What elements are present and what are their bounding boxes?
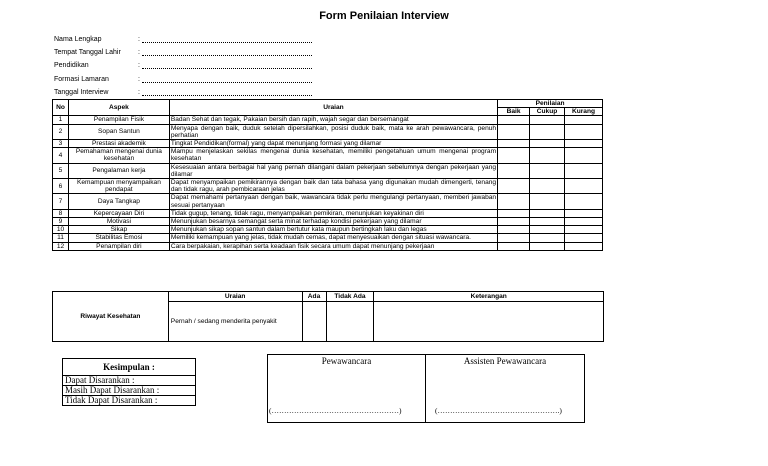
- form-title: Form Penilaian Interview: [319, 10, 449, 22]
- row-uraian: Memiliki kemampuan yang jelas, tidak mudah cemas, dapat menyesuaikan dengan situasi wawancara.: [169, 234, 497, 242]
- rating-kurang-cell[interactable]: [564, 179, 602, 194]
- rating-kurang-cell[interactable]: [564, 242, 602, 250]
- identity-fields: [54, 33, 312, 99]
- row-uraian: Mampu menjelaskan sekilas mengenai dunia kesehatan, memiliki pengetahuan umum mengenai program kesehatan: [170, 148, 497, 163]
- interviewer-signature-box[interactable]: [268, 355, 426, 423]
- rating-cukup-cell[interactable]: [530, 140, 565, 148]
- table-row: [53, 194, 603, 209]
- row-no: 1: [53, 116, 69, 124]
- rating-baik-cell[interactable]: [498, 116, 530, 124]
- field-ttl[interactable]: Tempat Tanggal Lahir :: [54, 46, 312, 59]
- row-uraian: Kesesuaian antara berbagai hal yang pernah dilangani dalam pekerjaan sebelumnya dengan pekerjaan yang dilamar: [170, 163, 497, 178]
- table-row: [53, 124, 603, 139]
- rating-cukup-cell[interactable]: [530, 226, 565, 234]
- table-row: [53, 209, 603, 217]
- row-no: 4: [53, 148, 69, 163]
- signature-table: [267, 354, 585, 423]
- row-uraian: Cara berpakaian, kerapihan serta keadaan fisik secara umum dapat menunjang pekerjaan: [169, 242, 497, 250]
- row-uraian: Dapat menyampaikan pemikirannya dengan baik dan tata bahasa yang digunakan mudah dimengerti, tenang dan tidak ragu, arah pembicaraan jelas: [170, 179, 497, 194]
- rating-kurang-cell[interactable]: [564, 140, 602, 148]
- rating-baik-cell[interactable]: [498, 242, 530, 250]
- rating-kurang-cell[interactable]: [564, 218, 602, 226]
- rating-baik-cell[interactable]: [498, 194, 530, 209]
- assistant-signature-box[interactable]: [426, 355, 585, 423]
- row-uraian: Menyapa dengan baik, duduk setelah dipersilahkan, posisi duduk baik, mata ke arah pewawancara, penuh perhatian: [170, 124, 497, 139]
- row-uraian: Tidak gugup, tenang, tidak ragu, menyampaikan pemikiran, menunjukan keyakinan diri: [169, 209, 497, 217]
- rating-baik-cell[interactable]: [498, 209, 530, 217]
- rating-kurang-cell[interactable]: [564, 163, 602, 178]
- rating-baik-cell[interactable]: [498, 163, 530, 178]
- table-row: [53, 148, 603, 163]
- table-row: [53, 140, 603, 148]
- row-uraian: Badan Sehat dan tegak, Pakaian bersih dan rapih, wajah segar dan bersemangat: [169, 116, 497, 124]
- row-aspek: Sikap: [68, 226, 169, 234]
- assistant-name-blank[interactable]: (………………………………………….): [435, 406, 562, 415]
- rating-baik-cell[interactable]: [498, 218, 530, 226]
- interviewer-label: Pewawancara: [321, 356, 372, 366]
- col-aspek: Aspek: [68, 100, 169, 116]
- row-no: 2: [53, 124, 69, 139]
- rating-baik-cell[interactable]: [498, 148, 530, 163]
- rating-cukup-cell[interactable]: [530, 163, 565, 178]
- field-pendidikan[interactable]: Pendidikan :: [54, 59, 312, 72]
- rating-baik-cell[interactable]: [498, 124, 530, 139]
- rating-cukup-cell[interactable]: [530, 148, 565, 163]
- assistant-label: Assisten Pewawancara: [463, 356, 547, 366]
- row-aspek: Pengalaman kerja: [68, 163, 169, 178]
- health-col-tidak-ada: Tidak Ada: [326, 292, 374, 302]
- col-kurang: Kurang: [564, 108, 602, 116]
- row-no: 5: [53, 163, 69, 178]
- health-keterangan-cell[interactable]: [374, 302, 604, 342]
- rating-cukup-cell[interactable]: [530, 218, 565, 226]
- row-aspek: Kemampuan menyampaikan pendapat: [68, 179, 169, 194]
- col-penilaian: Penilaian: [498, 100, 603, 108]
- row-no: 8: [53, 209, 69, 217]
- rating-cukup-cell[interactable]: [530, 124, 565, 139]
- conclusion-option[interactable]: Tidak Dapat Disarankan :: [63, 396, 196, 406]
- table-row: [53, 234, 603, 242]
- field-nama[interactable]: Nama Lengkap :: [54, 33, 312, 46]
- health-col-keterangan: Keterangan: [374, 292, 604, 302]
- row-no: 12: [53, 242, 69, 250]
- rating-cukup-cell[interactable]: [530, 209, 565, 217]
- table-row: [53, 163, 603, 178]
- row-aspek: Daya Tangkap: [68, 194, 169, 209]
- field-line[interactable]: [142, 89, 312, 96]
- row-no: 7: [53, 194, 69, 209]
- assessment-table: [52, 99, 603, 251]
- rating-baik-cell[interactable]: [498, 226, 530, 234]
- rating-kurang-cell[interactable]: [564, 226, 602, 234]
- table-row: [53, 116, 603, 124]
- row-no: 3: [53, 140, 69, 148]
- row-aspek: Prestasi akademik: [68, 140, 169, 148]
- row-uraian: Menunjukan sikap sopan santun dalam bertutur kata maupun bertingkah laku dan legas: [169, 226, 497, 234]
- rating-kurang-cell[interactable]: [564, 209, 602, 217]
- field-tanggal[interactable]: Tanggal Interview :: [54, 86, 312, 99]
- health-tidak-ada-cell[interactable]: [326, 302, 374, 342]
- row-aspek: Penampilan diri: [68, 242, 169, 250]
- conclusion-option[interactable]: Masih Dapat Disarankan :: [63, 386, 196, 396]
- health-col-ada: Ada: [302, 292, 326, 302]
- table-row: [53, 226, 603, 234]
- rating-kurang-cell[interactable]: [564, 124, 602, 139]
- row-aspek: Penampilan Fisik: [68, 116, 169, 124]
- field-line[interactable]: [142, 62, 312, 69]
- col-uraian: Uraian: [169, 100, 497, 116]
- row-aspek: Kepercayaan Diri: [68, 209, 169, 217]
- row-no: 6: [53, 179, 69, 194]
- health-ada-cell[interactable]: [302, 302, 326, 342]
- table-row: [53, 242, 603, 250]
- interviewer-name-blank[interactable]: (……………………………………………): [269, 406, 402, 415]
- rating-cukup-cell[interactable]: [530, 179, 565, 194]
- row-aspek: Pemahaman mengenai dunia kesehatan: [68, 148, 169, 163]
- conclusion-option[interactable]: Dapat Disarankan :: [63, 376, 196, 386]
- table-row: [53, 179, 603, 194]
- field-line[interactable]: [142, 36, 312, 43]
- field-formasi[interactable]: Formasi Lamaran :: [54, 73, 312, 86]
- rating-cukup-cell[interactable]: [530, 194, 565, 209]
- rating-cukup-cell[interactable]: [530, 116, 565, 124]
- row-aspek: Stabilitas Emosi: [68, 234, 169, 242]
- rating-kurang-cell[interactable]: [564, 194, 602, 209]
- col-cukup: Cukup: [530, 108, 565, 116]
- row-aspek: Sopan Santun: [68, 124, 169, 139]
- field-line[interactable]: [142, 76, 312, 83]
- conclusion-title: Kesimpulan :: [63, 359, 196, 376]
- row-no: 11: [53, 234, 69, 242]
- health-col-uraian: Uraian: [168, 292, 302, 302]
- health-table: [52, 291, 604, 342]
- rating-baik-cell[interactable]: [498, 234, 530, 242]
- conclusion-table: [62, 358, 196, 406]
- rating-kurang-cell[interactable]: [564, 148, 602, 163]
- rating-cukup-cell[interactable]: [530, 234, 565, 242]
- field-line[interactable]: [142, 49, 312, 56]
- rating-kurang-cell[interactable]: [564, 234, 602, 242]
- row-uraian: Menunjukan besarnya semangat serta minat terhadap kondisi pekerjaan yang dilamar: [169, 218, 497, 226]
- row-no: 10: [53, 226, 69, 234]
- row-no: 9: [53, 218, 69, 226]
- rating-baik-cell[interactable]: [498, 179, 530, 194]
- rating-baik-cell[interactable]: [498, 140, 530, 148]
- rating-kurang-cell[interactable]: [564, 116, 602, 124]
- health-label: Riwayat Kesehatan: [53, 292, 169, 342]
- assessment-rows: [53, 116, 603, 250]
- health-item: Pernah / sedang menderita penyakit: [168, 302, 302, 342]
- rating-cukup-cell[interactable]: [530, 242, 565, 250]
- row-aspek: Motivasi: [68, 218, 169, 226]
- row-uraian: Tingkat Pendidikan(formal) yang dapat menunjang formasi yang dilamar: [169, 140, 497, 148]
- table-row: [53, 218, 603, 226]
- col-no: No: [53, 100, 69, 116]
- row-uraian: Dapat memahami pertanyaan dengan baik, wawancara tidak perlu mengulangi pertanyaan, memberi jawaban sesuai pertanyaan: [170, 194, 497, 209]
- col-baik: Baik: [498, 108, 530, 116]
